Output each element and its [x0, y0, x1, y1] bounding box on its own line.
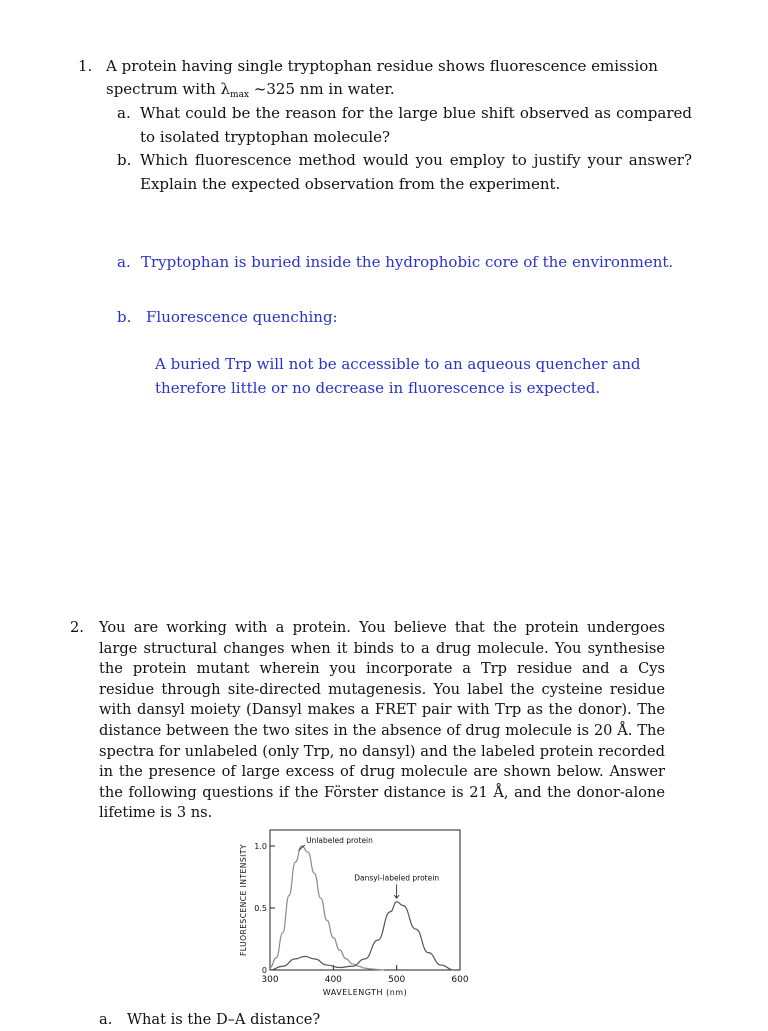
annotation-unlabeled-protein: Unlabeled protein — [306, 836, 373, 845]
x-tick-label: 600 — [451, 975, 469, 985]
answer-explanation: A buried Trp will not be accessible to an aqueous quencher and therefore little or no decrease in fluorescence is expected. — [155, 355, 641, 397]
lambda-subscript: max — [230, 90, 250, 100]
q2-text: You are working with a protein. You believe that the protein undergoes large structural changes when it binds to a drug molecule. You synthesise the protein mutant wherein you incorporate a Trp residue and a Cys residue through site-directed mutagenesis. You label the cysteine residue with dansyl moiety (Dansyl makes a FRET pair with Trp as the donor). The distance between the two sites in the absence of drug molecule is 20 Å. The spectra for unlabeled (only Trp, no dansyl) and the labeled protein recorded in the presence of large excess of drug molecule are shown below. Answer the following questions if the Förster distance is 21 Å, and the donor-alone lifetime is 3 ns. — [99, 619, 665, 822]
q1-line1: A protein having single tryptophan residue shows fluorescence emission — [106, 57, 658, 75]
q1-a-marker: a. — [117, 104, 131, 122]
q1-line2-pre: spectrum with λ — [106, 80, 231, 98]
series-line-dansyl-labeled — [270, 902, 454, 970]
q1-line2-post: ~325 nm in water. — [249, 80, 395, 98]
answer-b-text: Fluorescence quenching: — [146, 308, 338, 326]
x-tick-label: 300 — [261, 975, 279, 985]
answer-a-text: Tryptophan is buried inside the hydrophobic core of the environment. — [141, 253, 674, 271]
q2-a-text: What is the D–A distance? — [127, 1011, 321, 1028]
q1-number: 1. — [78, 57, 93, 75]
fluorescence-spectrum-chart — [236, 826, 469, 1004]
x-tick-label: 400 — [324, 975, 342, 985]
q2-a-marker: a. — [99, 1011, 113, 1028]
plot-frame — [270, 830, 460, 970]
answer-a-marker: a. — [117, 253, 131, 271]
q1-a-text: What could be the reason for the large blue shift observed as compared to isolated tryptophan molecule? — [140, 104, 692, 146]
x-tick-label: 500 — [388, 975, 406, 985]
q1-b-text: Which fluorescence method would you employ to justify your answer? Explain the expected observation from the experiment. — [140, 151, 692, 193]
q1-b-marker: b. — [117, 151, 132, 169]
y-tick-label: 0.5 — [254, 904, 267, 913]
y-tick-label: 0 — [261, 966, 267, 975]
annotation-dansyl-labeled-protein: Dansyl-labeled protein — [354, 873, 440, 883]
q2-number: 2. — [70, 619, 84, 636]
series-line-unlabeled — [270, 846, 384, 970]
x-axis-label: WAVELENGTH (nm) — [322, 988, 408, 997]
answer-b-marker: b. — [117, 308, 132, 326]
y-axis-label: FLUORESCENCE INTENSITY — [239, 843, 248, 957]
y-tick-label: 1.0 — [254, 842, 267, 851]
